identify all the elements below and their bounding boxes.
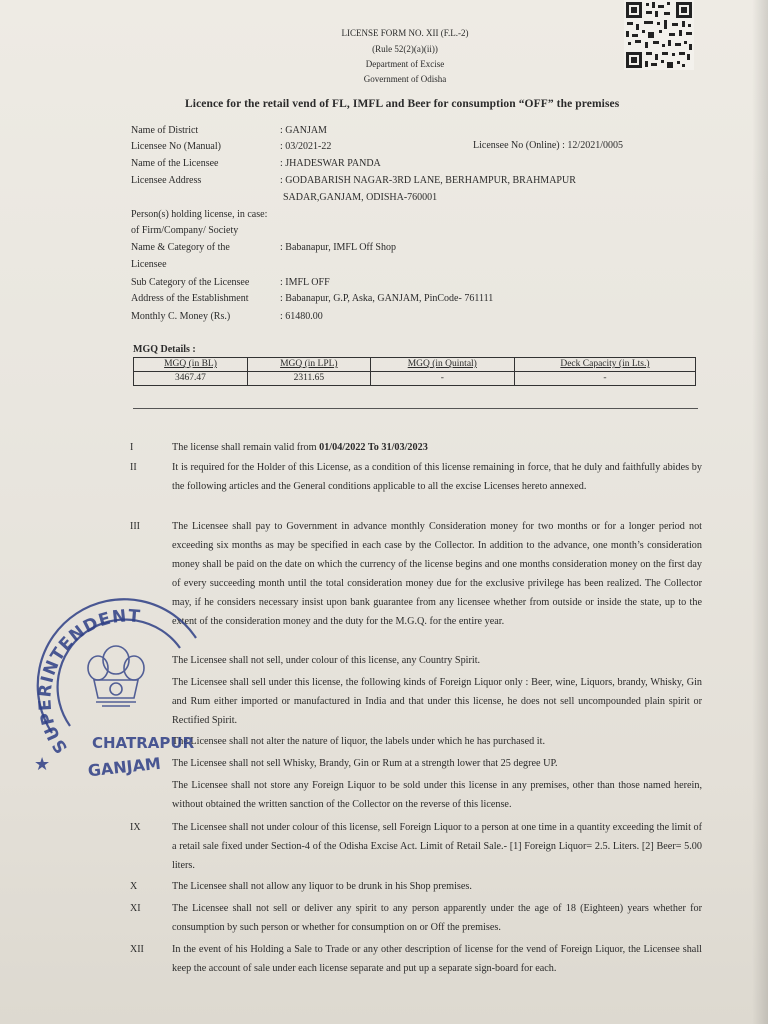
- clause-number: XII: [130, 944, 144, 955]
- clause-validity: The license shall remain valid from 01/04/2022 To 31/03/2023: [172, 442, 428, 453]
- seal-middle-text: CHATRAPUR: [92, 734, 195, 752]
- clause-text: The Licensee shall not alter the nature of liquor, the labels under which he has purchased it.: [172, 736, 546, 747]
- address-value-line2: SADAR,GANJAM, ODISHA-760001: [283, 192, 438, 203]
- svg-text:★: ★: [34, 754, 51, 775]
- clause-text: The Licensee shall not under colour of this license, sell Foreign Liquor to a person at one time in a quantity exceeding the limit of a retail sale fixed under Section-4 of the Odisha Excise Act. Limit of Retail Sale.- [1] Foreign Liquor= 2.5. Liters. [2] Beer= 5.00 liters.: [172, 822, 702, 871]
- manual-no-label: Licensee No (Manual): [131, 141, 221, 152]
- district-label: Name of District: [131, 125, 199, 136]
- form-number: LICENSE FORM NO. XII (F.L.-2): [341, 28, 469, 38]
- validity-dates: 01/04/2022 To 31/03/2023: [319, 442, 428, 453]
- official-seal: [30, 598, 210, 788]
- persons-label-line2: of Firm/Company/ Society: [131, 225, 239, 236]
- subcategory-value: : IMFL OFF: [280, 277, 330, 288]
- clause-number: I: [130, 442, 134, 453]
- mgq-lpl-value: 2311.65: [247, 372, 370, 386]
- clause-text: The Licensee shall pay to Government in advance monthly Consideration money for two months or for a longer period not exceeding six months as may be specified in each case by the Collector. In addition to the advance, one month’s consideration money shall be paid on the date on which the currency of the license begins and one months consideration money on the first day of every succeeding month until the total consideration money due for the exclusive privilege has been realized. The Collector may, if he considers necessary insist upon bank guarantee from any licensee whether from outside or inside the state, up to the extent of the consideration money and the duty for the M.G.Q. for the entire year.: [172, 521, 702, 627]
- monthly-money-value: : 61480.00: [280, 311, 323, 322]
- clause-number: II: [130, 462, 137, 473]
- clause-text: The Licensee shall not store any Foreign Liquor to be sold under this license in any premises, other than those named herein, without obtained the written sanction of the Collector on the reverse of this license.: [172, 780, 702, 810]
- manual-no-value: : 03/2021-22: [280, 141, 332, 152]
- clause-text: The Licensee shall not sell, under colour of this license, any Country Spirit.: [172, 655, 481, 666]
- licensee-name-label: Name of the Licensee: [131, 158, 219, 169]
- clause-text: The Licensee shall not sell Whisky, Brandy, Gin or Rum at a strength lower that 25 degree UP.: [172, 758, 558, 769]
- district-value: : GANJAM: [280, 125, 327, 136]
- clause-text: The Licensee shall not sell or deliver any spirit to any person apparently under the age of 18 (Eighteen) years whether for consumption by such person or whether for consumption on or Off the premises.: [172, 903, 702, 933]
- mgq-header-quintal: MGQ (in Quintal): [370, 358, 514, 372]
- clause-text: The Licensee shall not allow any liquor to be drunk in his Shop premises.: [172, 881, 472, 892]
- clause-text: The Licensee shall sell under this license, the following kinds of Foreign Liquor only : Beer, wine, Liquors, brandy, Whisky, Gin and Rum either imported or manufactured in India and that under this license, he does not sell uncompounded plain spirit or Rectified Spirit.: [172, 677, 702, 726]
- mgq-quintal-value: -: [370, 372, 514, 386]
- licensee-name-value: : JHADESWAR PANDA: [280, 158, 381, 169]
- mgq-table: [133, 357, 696, 386]
- mgq-title: MGQ Details :: [133, 344, 196, 355]
- category-value: : Babanapur, IMFL Off Shop: [280, 242, 396, 253]
- address-label: Licensee Address: [131, 175, 202, 186]
- svg-text:SUPERINTENDENT: SUPERINTENDENT: [35, 606, 142, 757]
- establishment-label: Address of the Establishment: [131, 293, 249, 304]
- rule-reference: (Rule 52(2)(a)(ii)): [372, 44, 438, 54]
- online-no: Licensee No (Online) : 12/2021/0005: [473, 140, 623, 151]
- government: Government of Odisha: [363, 74, 447, 84]
- clause-number: XI: [130, 903, 141, 914]
- department: Department of Excise: [365, 59, 445, 69]
- persons-label-line1: Person(s) holding license, in case:: [131, 209, 268, 220]
- mgq-bl-value: 3467.47: [134, 372, 248, 386]
- mgq-header-lpl: MGQ (in LPL): [247, 358, 370, 372]
- seal-bottom-text: GANJAM: [86, 753, 162, 781]
- clause-number: III: [130, 521, 140, 532]
- mgq-header-bl: MGQ (in BL): [134, 358, 248, 372]
- category-label-line2: Licensee: [131, 259, 167, 270]
- clause-number: IX: [130, 822, 141, 833]
- document-title: Licence for the retail vend of FL, IMFL and Beer for consumption “OFF” the premises: [185, 98, 620, 110]
- clause-number: X: [130, 881, 138, 892]
- qr-code: [624, 0, 694, 70]
- mgq-header-deck: Deck Capacity (in Lts.): [514, 358, 695, 372]
- clause-text: In the event of his Holding a Sale to Trade or any other description of license for the vend of Foreign Liquor, the Licensee shall keep the account of sale under each license separate and put up a separate sign-board for each.: [172, 944, 702, 974]
- address-value-line1: : GODABARISH NAGAR-3RD LANE, BERHAMPUR, BRAHMAPUR: [280, 175, 576, 186]
- divider: [133, 408, 698, 409]
- category-label-line1: Name & Category of the: [131, 242, 230, 253]
- establishment-value: : Babanapur, G.P, Aska, GANJAM, PinCode- 761111: [280, 293, 494, 304]
- subcategory-label: Sub Category of the Licensee: [131, 277, 250, 288]
- mgq-deck-value: -: [514, 372, 695, 386]
- clause-text: It is required for the Holder of this License, as a condition of this license remaining in force, that he duly and faithfully abides by the following articles and the General conditions applicable to all the excise Licenses hereto annexed.: [172, 462, 702, 492]
- monthly-money-label: Monthly C. Money (Rs.): [131, 311, 231, 322]
